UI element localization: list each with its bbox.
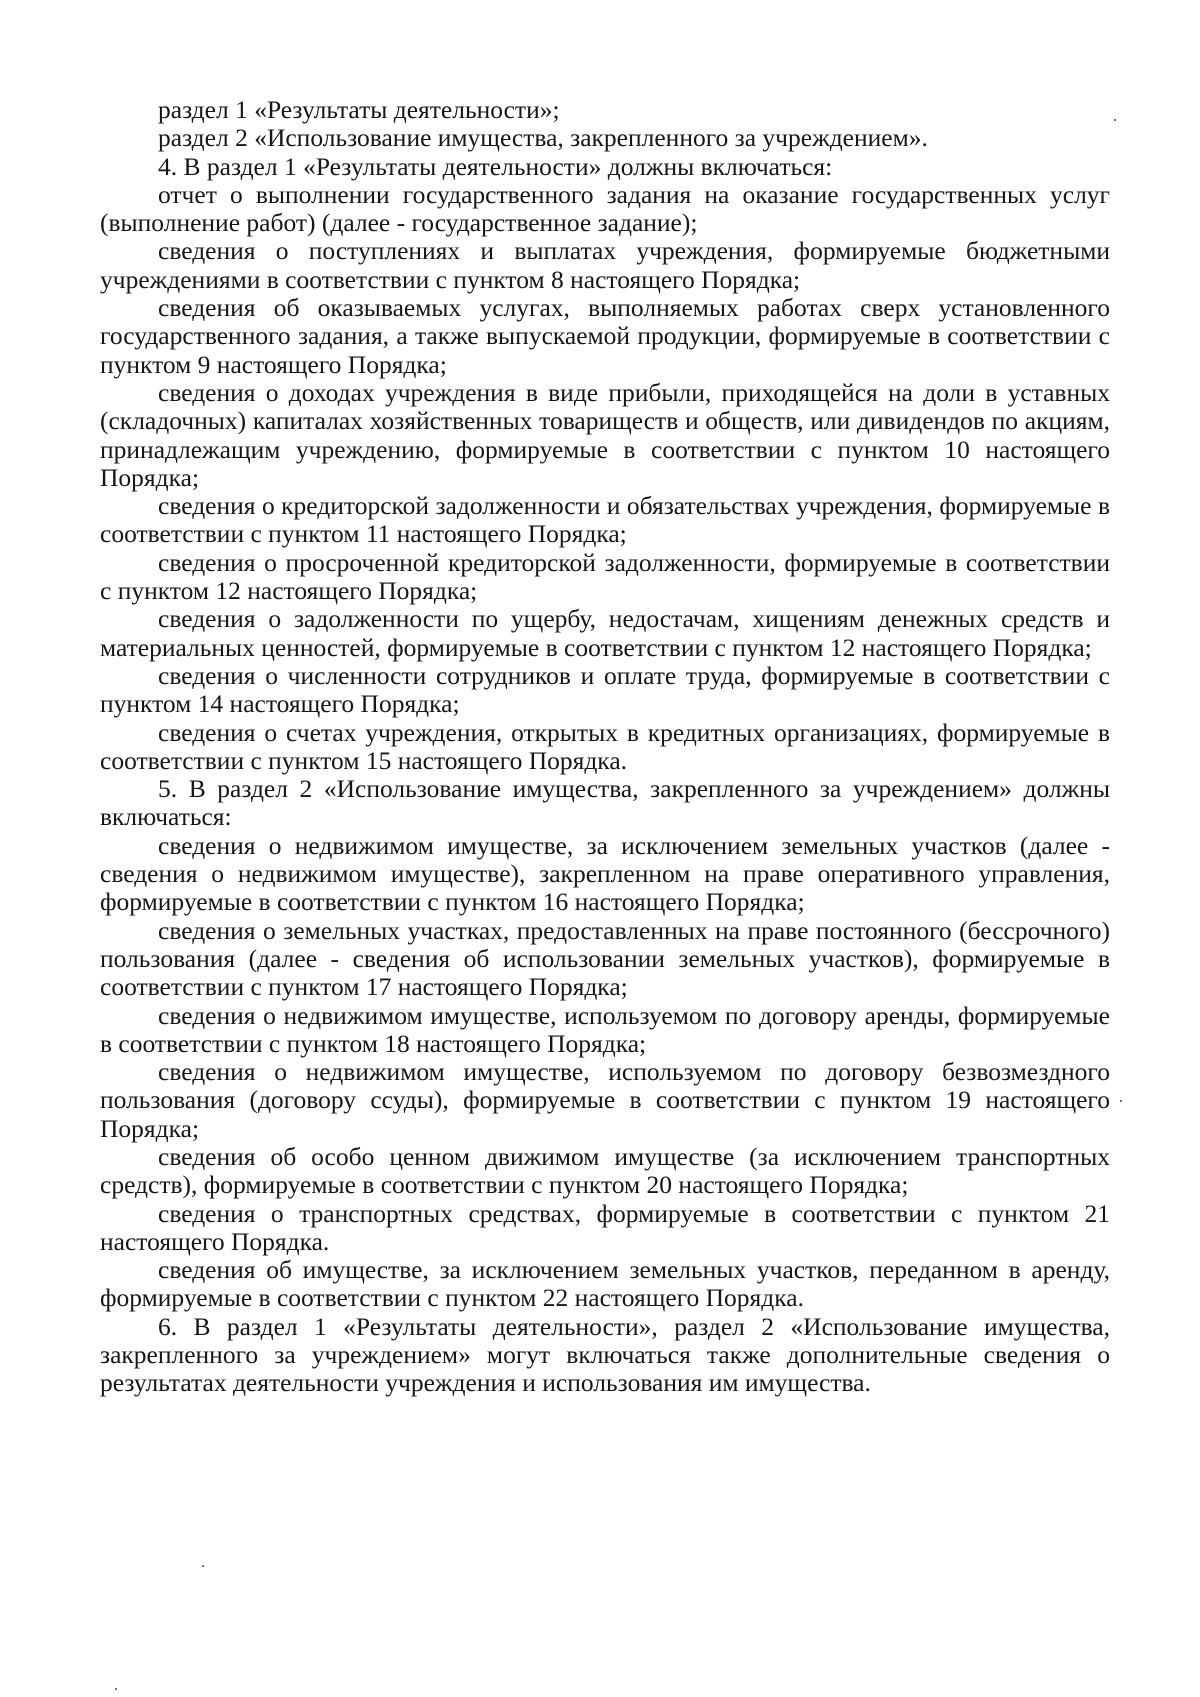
scan-speck xyxy=(1120,1100,1122,1102)
paragraph-receipts-payments: сведения о поступлениях и выплатах учреждения, формируемые бюджетными учреждениями в соответствии с пунктом 8 настоящего Порядка; xyxy=(100,236,1110,294)
paragraph-services-works: сведения об оказываемых услугах, выполняемых работах сверх установленного государственного задания, а также выпускаемой продукции, формируемые в соответствии с пунктом 9 настоящего Порядка; xyxy=(100,293,1110,379)
paragraph-overdue-debt: сведения о просроченной кредиторской задолженности, формируемые в соответствии с пунктом 12 настоящего Порядка; xyxy=(100,547,1110,606)
paragraph-vehicles: сведения о транспортных средствах, формируемые в соответствии с пунктом 21 настоящего Порядка. xyxy=(100,1198,1110,1256)
paragraph-valuable-movables: сведения об особо ценном движимом имуществе (за исключением транспортных средств), формируемые в соответствии с пунктом 20 настоящего Порядка; xyxy=(100,1141,1110,1200)
paragraph-clause-6: 6. В раздел 1 «Результаты деятельности», раздел 2 «Использование имущества, закрепленного за учреждением» могут включаться также дополнительные сведения о результатах деятельности учреждения и использования им имущества. xyxy=(100,1311,1110,1398)
paragraph-damage-debt: сведения о задолженности по ущербу, недостачам, хищениям денежных средств и материальных ценностей, формируемые в соответствии с пунктом 12 настоящего Порядка; xyxy=(100,604,1110,662)
scan-speck xyxy=(1114,119,1116,121)
paragraph-land-plots: сведения о земельных участках, предоставленных на праве постоянного (бессрочного) пользования (далее - сведения об использовании земельных участков), формируемые в соответствии с пунктом 17 настоящего Порядка; xyxy=(100,915,1110,1002)
paragraph-staff-salary: сведения о численности сотрудников и оплате труда, формируемые в соответствии с пунктом 14 настоящего Порядка; xyxy=(100,660,1110,719)
paragraph-state-task-report: отчет о выполнении государственного задания на оказание государственных услуг (выполнение работ) (далее - государственное задание); xyxy=(100,179,1110,238)
paragraph-free-use: сведения о недвижимом имуществе, используемом по договору безвозмездного пользования (договору ссуды), формируемые в соответствии с пунктом 19 настоящего Порядка; xyxy=(100,1057,1110,1143)
scan-speck xyxy=(202,1565,204,1567)
document-page xyxy=(100,96,1110,1398)
paragraph-income-profit: сведения о доходах учреждения в виде прибыли, приходящейся на доли в уставных (складочных) капиталах хозяйственных товариществ и обществ, или дивидендов по акциям, принадлежащим учреждению, формируемые в соответствии с пунктом 10 настоящего Порядка; xyxy=(100,377,1110,492)
paragraph-clause-4: 4. В раздел 1 «Результаты деятельности» должны включаться: xyxy=(158,151,833,181)
paragraph-real-estate: сведения о недвижимом имуществе, за исключением земельных участков (далее - сведения о недвижимом имуществе), закрепленном на праве оперативного управления, формируемые в соответствии с пунктом 16 настоящего Порядка; xyxy=(100,830,1110,917)
paragraph-section-1-item: раздел 1 «Результаты деятельности»; xyxy=(158,95,560,124)
paragraph-bank-accounts: сведения о счетах учреждения, открытых в кредитных организациях, формируемые в соответствии с пунктом 15 настоящего Порядка. xyxy=(100,717,1110,775)
paragraph-clause-5: 5. В раздел 2 «Использование имущества, закрепленного за учреждением» должны включаться: xyxy=(100,774,1110,832)
paragraph-section-2-item: раздел 2 «Использование имущества, закрепленного за учреждением». xyxy=(158,123,928,153)
paragraph-creditor-debt: сведения о кредиторской задолженности и обязательствах учреждения, формируемые в соответствии с пунктом 11 настоящего Порядка; xyxy=(100,491,1110,549)
scan-speck xyxy=(115,1688,117,1690)
paragraph-leased-out: сведения об имуществе, за исключением земельных участков, переданном в аренду, формируемые в соответствии с пунктом 22 настоящего Порядка. xyxy=(100,1255,1110,1313)
paragraph-lease: сведения о недвижимом имуществе, используемом по договору аренды, формируемые в соответствии с пунктом 18 настоящего Порядка; xyxy=(100,1000,1110,1058)
